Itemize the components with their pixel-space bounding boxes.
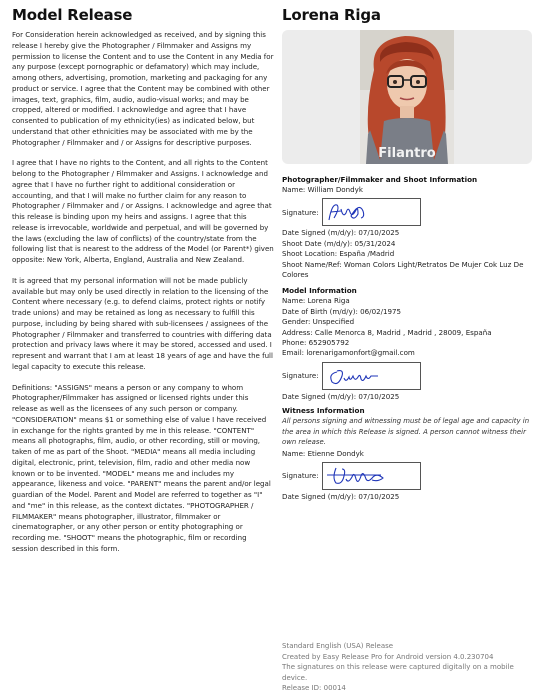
shoot-name-ref: Shoot Name/Ref: Woman Colors Light/Retratos De Mujer Cok Luz De Colores [282, 259, 524, 280]
photographer-name: Name: William Dondyk [282, 185, 363, 194]
shoot-location: Shoot Location: España /Madrid [282, 249, 395, 259]
witness-date-signed: Date Signed (m/d/y): 07/10/2025 [282, 491, 400, 501]
model-signature-image [323, 363, 420, 389]
details-column [282, 6, 532, 502]
witness-signature-image [323, 463, 420, 489]
model-gender: Gender: Unspecified [282, 317, 355, 327]
shirt-print-text: Filantro [378, 146, 436, 161]
photographer-signature-image [323, 199, 420, 225]
photographer-section-heading: Photographer/Filmmaker and Shoot Information [282, 175, 478, 184]
release-paragraph-definitions: Definitions: "ASSIGNS" means a person or any company to whom Photographer/Filmmaker has assigned or licensed rights under this release as well as the licensees of any such person or company. "CONSIDERATION" means $1 or something else of value I have received in exchange for the rights granted by me in this release. "CONTENT" means all photographs, film, audio, or other recording, still or moving, taken of me as part of the Shoot. "MEDIA" means all media including digital, electronic, print, television, film, radio and other media now known or to be invented. "MODEL" means me and includes my appearance, likeness and voice. "PARENT" means the parent and/or legal guardian of the Model. Parent and Model are referred to together as "I" and "me" in this release, as the context dictates. "PHOTOGRAPHER / FILMMAKER" means photographer, illustrator, filmmaker or cinematographer, or any other person or entity photographing or recording me. "SHOOT" means the photographic, film or recording session described in this form. [12, 382, 271, 553]
footer-release-type: Standard English (USA) Release [282, 642, 394, 650]
witness-name: Name: Etienne Dondyk [282, 448, 364, 458]
witness-signature-box [322, 462, 421, 490]
footer-created-by: Created by Easy Release Pro for Android version 4.0.230704 [282, 652, 494, 661]
model-address: Address: Calle Menorca 8, Madrid , Madrid , 28009, España [282, 327, 492, 337]
release-footer [282, 641, 532, 694]
witness-signature-label: Signature: [282, 471, 319, 481]
witness-note: All persons signing and witnessing must be of legal age and capacity in the area in which this Release is signed. A person cannot witness their own release. [282, 417, 530, 447]
model-name: Name: Lorena Riga [282, 296, 350, 306]
shoot-date: Shoot Date (m/d/y): 05/31/2024 [282, 238, 396, 248]
model-email: Email: lorenarigamonfort@gmail.com [282, 348, 415, 358]
footer-release-id: Release ID: 00014 [282, 684, 346, 693]
witness-section-heading: Witness Information [282, 406, 365, 416]
model-signature-row [282, 361, 532, 391]
footer-capture-note: The signatures on this release were captured digitally on a mobile device. [282, 663, 514, 682]
release-paragraph-rights: I agree that I have no rights to the Content, and all rights to the Content belong to the Photographer / Filmmaker and Assigns. I acknowledge and agree that I have no further right to additional consideration or accounting, and that I will make no further claim for any reason to Photographer / Filmmaker and / or Assigns. I acknowledge and agree that this release is binding upon my heirs and assigns. I agree that this release is irrevocable, worldwide and perpetual, and will be governed by the laws (excluding the law of conflicts) of the country/state from the following list that is nearest to the address of the Model (or Parent*) given opposite: New York, Alberta, England, Australia and New Zealand. [12, 158, 274, 264]
release-text-column [12, 6, 274, 565]
model-date-signed: Date Signed (m/d/y): 07/10/2025 [282, 391, 400, 401]
model-photo-frame [282, 30, 532, 164]
document-title: Model Release [12, 6, 133, 24]
release-paragraph-privacy: It is agreed that my personal information will not be made publicly available but may only be used directly in relation to the licensing of the Content where necessary (e.g. to defend claims, protect rights or notify trade unions) and may be retained as long as necessary to fulfill this purpose, including by being shared with sub-licensees / assignees of the Photographer / Filmmaker and transferred to countries with differing data protection and privacy laws where it may be stored, accessed and used. I represent and warrant that I am at least 18 years of age and have the full legal capacity to execute this release. [12, 275, 273, 371]
photographer-signature-row [282, 197, 532, 227]
model-section-heading: Model Information [282, 286, 357, 296]
photographer-signature-box [322, 198, 421, 226]
model-photo [360, 30, 454, 164]
photographer-date-signed: Date Signed (m/d/y): 07/10/2025 [282, 228, 400, 238]
model-date-of-birth: Date of Birth (m/d/y): 06/02/1975 [282, 306, 402, 316]
model-signature-box [322, 362, 421, 390]
witness-signature-row [282, 461, 532, 491]
model-name-title: Lorena Riga [282, 6, 381, 24]
model-phone: Phone: 652905792 [282, 338, 350, 348]
release-paragraph-consent: For Consideration herein acknowledged as received, and by signing this release I hereby give the Photographer / Filmmaker and Assigns my permission to license the Content and to use the Content in any Media for any purpose (except pornographic or defamatory) which may include, among others, advertising, promotion, marketing and packaging for any product or service. I agree that the Content may be combined with other images, text, graphics, film, audio, audio-visual works; and may be cropped, altered or modified. I acknowledge and agree that I have consented to publication of my ethnicity(ies) as indicated below, but understand that other ethnicities may be associated with me by the Photographer / Filmmaker and / or Assigns for descriptive purposes. [12, 30, 274, 147]
photographer-signature-label: Signature: [282, 207, 319, 217]
model-signature-label: Signature: [282, 371, 319, 381]
